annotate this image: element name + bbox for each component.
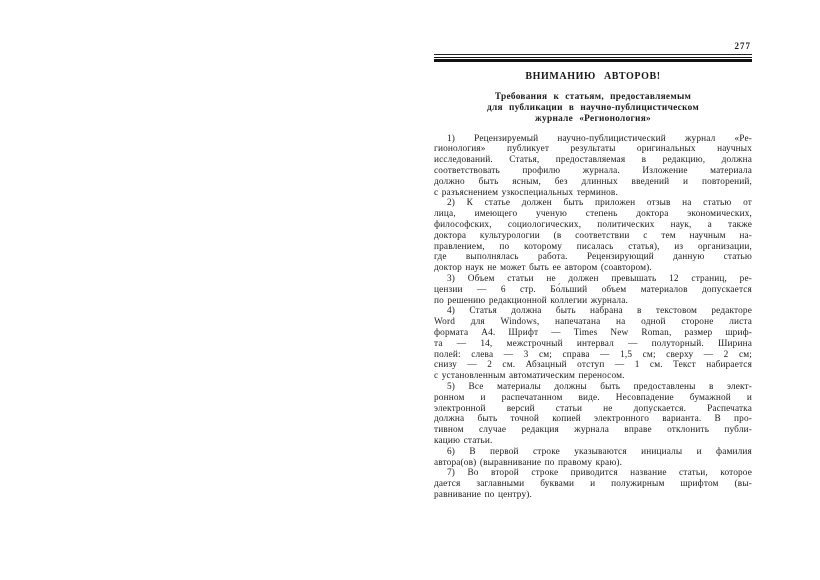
body-line: электронной версий статьи не допускается. Распечатка — [434, 403, 752, 414]
body-line: снизу — 2 см. Абзацный отступ — 1 см. Текст набирается — [434, 360, 752, 371]
body-line: кацию статьи. — [434, 435, 493, 446]
body-line: по решению редакционной коллегии журнала. — [434, 295, 628, 306]
page-number: 277 — [734, 41, 751, 51]
body-line: полей: слева — 3 см; справа — 1,5 см; сверху — 2 см; — [434, 349, 752, 360]
body-line: цензии — 6 стр. Бо́льший объем материалов допускается — [434, 284, 752, 295]
body-line: тивном случае редакция журнала вправе отклонить публи- — [434, 425, 752, 436]
body-line: гионология» публикует результаты оригинальных научных — [434, 144, 752, 155]
body-line: 6) В первой строке указываются инициалы и фамилия — [447, 446, 752, 457]
body-line: 7) Во второй строке приводится название статьи, которое — [447, 468, 752, 479]
body-line: философских, социологических, политических наук, а также — [434, 219, 752, 230]
body-line: та — 14, межстрочный интервал — полуторный. Ширина — [434, 338, 752, 349]
body-line: соответствовать профилю журнала. Изложение материала — [434, 166, 752, 176]
page-title: ВНИМАНИЮ АВТОРОВ! — [525, 71, 661, 82]
body-line: где выполнялась работа. Рецензирующий данную статью — [434, 252, 752, 263]
body-line: лица, имеющего ученую степень доктора экономических, — [434, 209, 752, 220]
text-block — [434, 40, 752, 501]
body-line: формата А4. Шрифт — Times New Roman, размер шриф- — [434, 327, 752, 338]
body-line: 2) К статье должен быть приложен отзыв на статью от — [447, 198, 752, 209]
body-line: равнивание по центру). — [434, 489, 533, 500]
body-line: исследований. Статья, предоставляемая в редакцию, должна — [434, 155, 752, 166]
subtitle-line: журнале «Регионология» — [535, 114, 651, 125]
body-line: с разъяснением узкоспециальных терминов. — [434, 187, 618, 198]
body-line: правлением, по которому писалась статья), из организации, — [434, 241, 752, 252]
body-line: должно быть ясным, без длинных введений и повторений, — [434, 176, 752, 187]
body-line: 3) Объем статьи не должен превышать 12 страниц, ре- — [447, 273, 752, 284]
article-requirements-subtitle — [434, 92, 752, 126]
body-line: должна быть точной копией электронного варианта. В про- — [434, 414, 752, 425]
body-line: 5) Все материалы должны быть предоставлены в элект- — [447, 381, 752, 392]
body-line: доктора культурологии (в соответствии с тем научным на- — [434, 230, 752, 241]
body-line: 1) Рецензируемый научно-публицистический журнал «Ре- — [447, 133, 752, 144]
body-line: автора(ов) (выравнивание по правому краю). — [434, 457, 623, 468]
body-line: Word для Windows, напечатана на одной стороне листа — [434, 317, 752, 328]
body-line: дается заглавными буквами и полужирным шрифтом (вы- — [434, 479, 752, 490]
body-line: доктор наук не может быть ее автором (соавтором). — [434, 263, 652, 274]
body-line: 4) Статья должна быть набрана в текстовом редакторе — [447, 306, 752, 317]
body-text — [434, 134, 752, 501]
page-header — [434, 40, 752, 55]
body-line: с установленным автоматическим переносом. — [434, 371, 625, 382]
subtitle-line: Требования к статьям, предоставляемым — [494, 92, 692, 102]
header-rule — [434, 57, 752, 62]
body-line: ронном и распечатанном виде. Несовпадение бумажной и — [434, 392, 752, 403]
subtitle-line: для публикации в научно-публицистическом — [486, 103, 700, 114]
